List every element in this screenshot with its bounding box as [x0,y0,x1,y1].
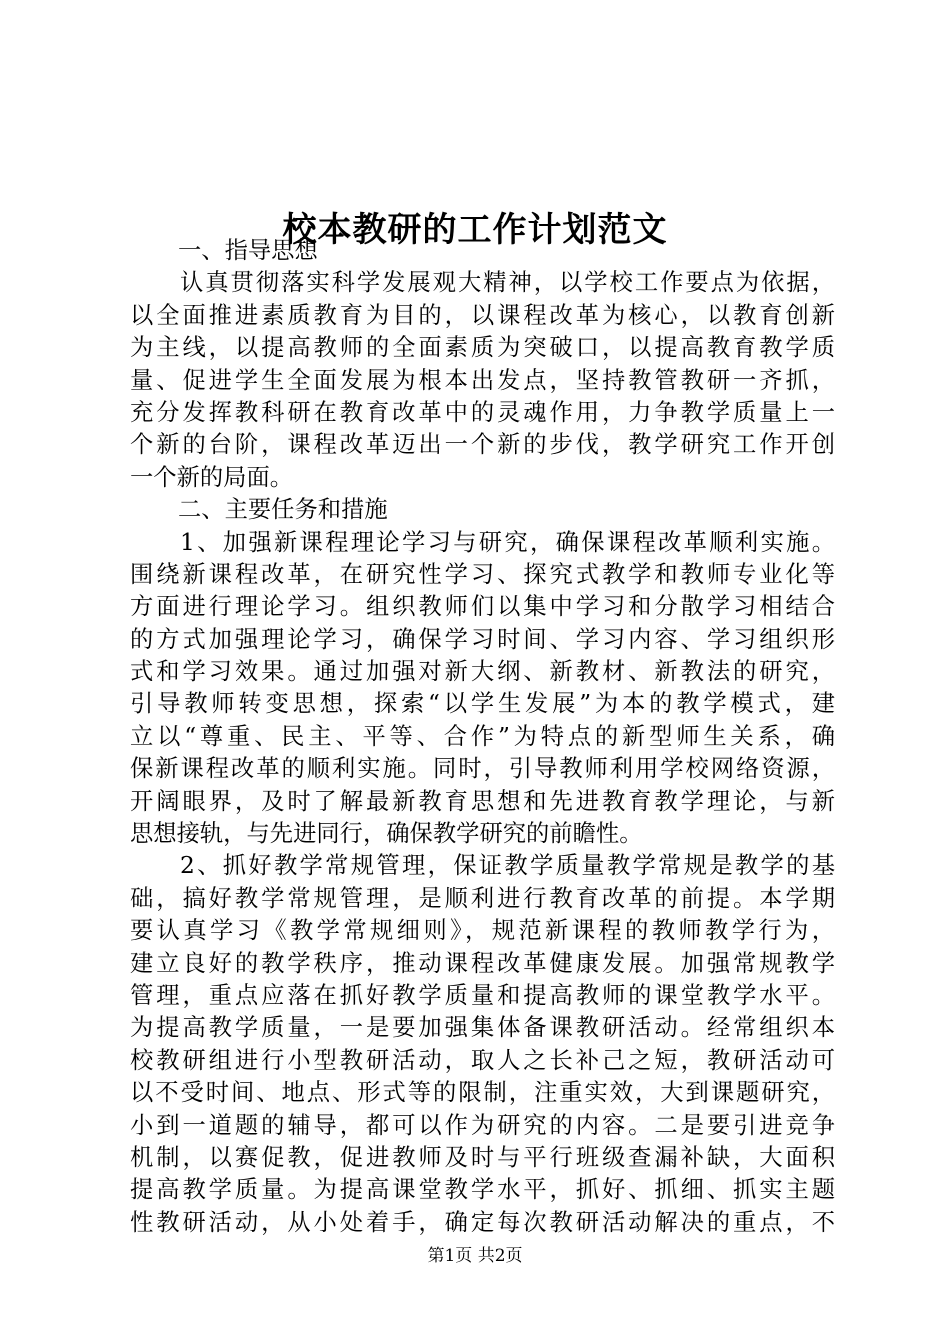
body-text-line: 充分发挥教科研在教育改革中的灵魂作用，力争教学质量上一 [130,398,835,426]
body-text-line: 提高教学质量。为提高课堂教学水平，抓好、抓细、抓实主题 [130,1176,835,1204]
body-text-line: 为提高教学质量，一是要加强集体备课教研活动。经常组织本 [130,1014,835,1042]
body-text-line: 1、加强新课程理论学习与研究，确保课程改革顺利实施。 [180,528,835,556]
body-text-line: 要认真学习《教学常规细则》，规范新课程的教师教学行为， [130,917,835,945]
body-text-line: 2、抓好教学常规管理，保证教学质量教学常规是教学的基 [180,852,835,880]
body-text-line: 小到一道题的辅导，都可以作为研究的内容。二是要引进竞争 [130,1111,835,1139]
body-text-line: 个新的台阶，课程改革迈出一个新的步伐，教学研究工作开创 [130,431,835,459]
body-text-line: 认真贯彻落实科学发展观大精神，以学校工作要点为依据， [180,269,835,297]
page-footer: 第1页 共2页 [427,1246,523,1266]
body-text-line: 为主线，以提高教师的全面素质为突破口，以提高教育教学质 [130,334,835,362]
body-text-line: 础，搞好教学常规管理，是顺利进行教育改革的前提。本学期 [130,884,835,912]
body-text-line: 管理，重点应落在抓好教学质量和提高教师的课堂教学水平。 [130,981,835,1009]
section-heading: 二、主要任务和措施 [178,496,388,524]
body-text-line: 式和学习效果。通过加强对新大纲、新教材、新教法的研究， [130,658,835,686]
body-text-line: 性教研活动，从小处着手，确定每次教研活动解决的重点，不 [130,1208,835,1236]
body-text-line: 方面进行理论学习。组织教师们以集中学习和分散学习相结合 [130,593,835,621]
body-text-line: 围绕新课程改革，在研究性学习、探究式教学和教师专业化等 [130,560,835,588]
body-text-line: 思想接轨，与先进同行，确保教学研究的前瞻性。 [130,820,643,848]
body-text-line: 引导教师转变思想，探索“以学生发展”为本的教学模式，建 [130,690,835,718]
body-text-line: 立以“尊重、民主、平等、合作”为特点的新型师生关系，确 [130,722,835,750]
body-text-line: 量、促进学生全面发展为根本出发点，坚持教管教研一齐抓， [130,366,835,394]
body-text-line: 建立良好的教学秩序，推动课程改革健康发展。加强常规教学 [130,949,835,977]
document-body [130,235,835,1239]
body-text-line: 的方式加强理论学习，确保学习时间、学习内容、学习组织形 [130,625,835,653]
body-text-line: 机制，以赛促教，促进教师及时与平行班级查漏补缺，大面积 [130,1143,835,1171]
page-title: 校本教研的工作计划范文 [282,209,668,250]
section-heading: 一、指导思想 [178,237,318,264]
body-text-line: 以不受时间、地点、形式等的限制，注重实效，大到课题研究， [130,1079,835,1107]
body-text-line: 开阔眼界，及时了解最新教育思想和先进教育教学理论，与新 [130,787,835,815]
body-text-line: 以全面推进素质教育为目的，以课程改革为核心，以教育创新 [130,301,835,329]
body-text-line: 保新课程改革的顺利实施。同时，引导教师利用学校网络资源， [130,755,835,783]
body-text-line: 一个新的局面。 [130,463,294,491]
body-text-line: 校教研组进行小型教研活动，取人之长补己之短，教研活动可 [130,1046,835,1074]
